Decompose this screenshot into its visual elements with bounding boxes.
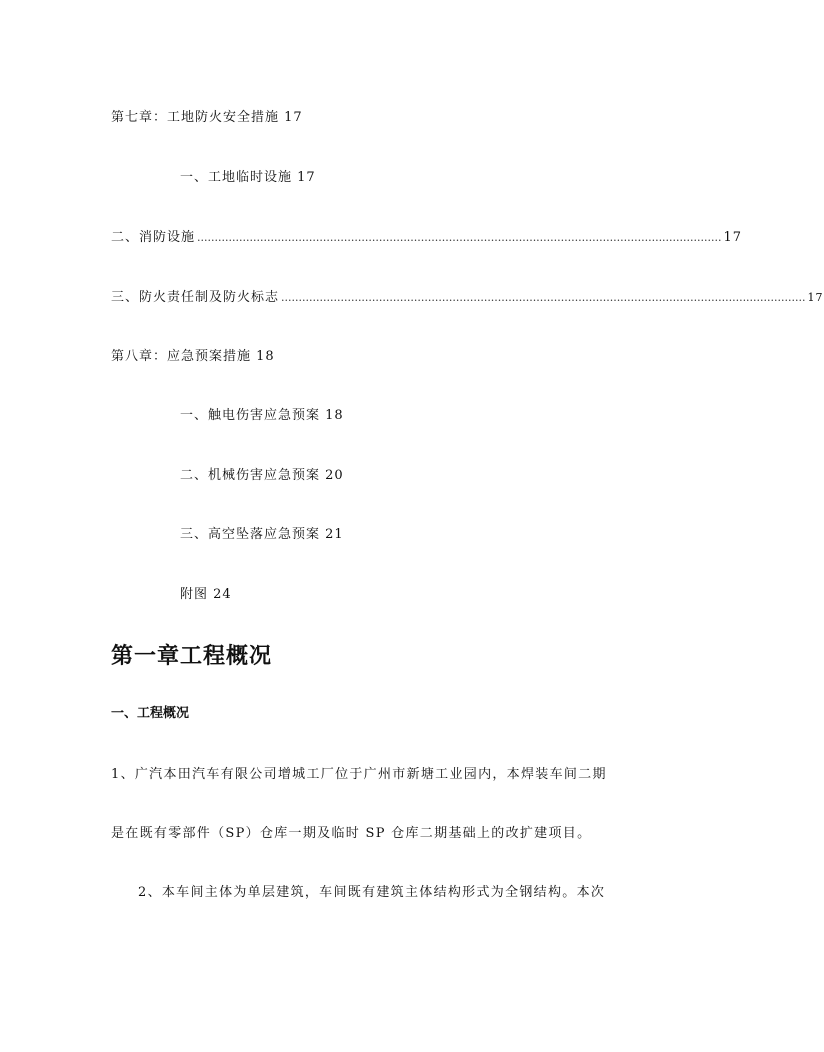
toc-item-appendix: 附图 24: [180, 587, 232, 602]
toc-item-fire-facilities: [111, 230, 743, 246]
toc-leader-dots: ......................................................................................................................................................: [281, 291, 806, 304]
toc-item-electric-shock: 一、触电伤害应急预案 18: [180, 408, 344, 423]
toc-item-title: 二、消防设施: [111, 230, 196, 245]
toc-item-title: 三、防火责任制及防火标志: [111, 290, 280, 305]
toc-item-temporary-facilities: 一、工地临时设施 17: [180, 170, 316, 185]
toc-item-fall-from-height: 三、高空坠落应急预案 21: [180, 527, 344, 542]
toc-leader-dots: ......................................................................................................................................................: [197, 231, 722, 244]
toc-item-page: 17: [723, 230, 743, 245]
paragraph-2-line-1: 2、本车间主体为单层建筑，车间既有建筑主体结构形式为全钢结构。本次: [138, 885, 606, 900]
toc-item-page: 17: [807, 291, 824, 304]
toc-chapter-7: 第七章：工地防火安全措施 17: [111, 110, 303, 125]
paragraph-1-line-1: 1、广汽本田汽车有限公司增城工厂位于广州市新塘工业园内，本焊装车间二期: [111, 767, 607, 782]
section-title: 一、工程概况: [111, 706, 190, 721]
paragraph-1-line-2: 是在既有零部件（SP）仓库一期及临时 SP 仓库二期基础上的改扩建项目。: [111, 826, 592, 841]
chapter-title: 第一章工程概况: [111, 644, 273, 669]
toc-item-mechanical-injury: 二、机械伤害应急预案 20: [180, 468, 344, 483]
toc-item-fire-responsibility: [111, 290, 824, 306]
toc-chapter-8: 第八章：应急预案措施 18: [111, 349, 275, 364]
